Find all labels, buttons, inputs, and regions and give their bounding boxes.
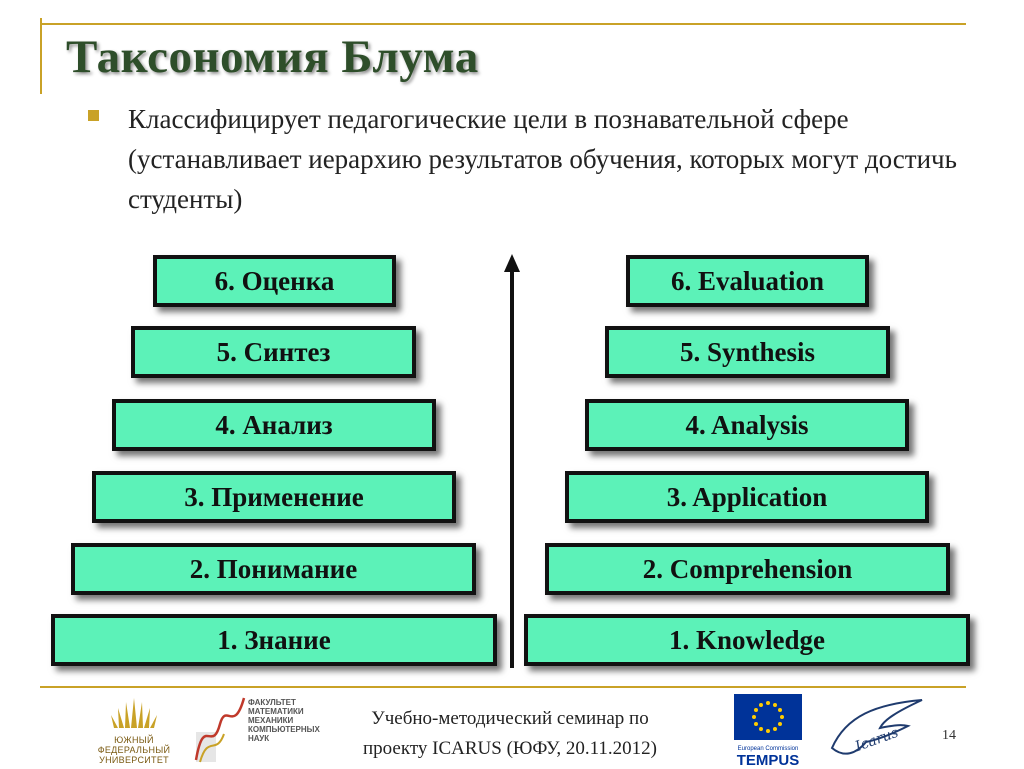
en-level-4 <box>585 399 909 451</box>
page-number: 14 <box>942 728 956 743</box>
ru-level-5-label: 5. Синтез <box>216 336 331 367</box>
en-level-1-label: 1. Knowledge <box>668 624 825 655</box>
footer-seminar-text <box>320 704 700 764</box>
ru-level-6 <box>153 255 396 307</box>
en-level-3-label: 3. Application <box>666 481 828 512</box>
university-name-line3: УНИВЕРСИТЕТ <box>99 755 169 765</box>
footer-seminar-line1: Учебно-методический семинар по <box>371 708 649 729</box>
en-level-1 <box>524 614 970 666</box>
en-level-3 <box>565 471 929 523</box>
hierarchy-arrow-icon <box>508 254 516 668</box>
faculty-curve-icon <box>194 694 248 764</box>
en-level-5 <box>605 326 890 378</box>
ru-level-5 <box>131 326 416 378</box>
ru-level-1-label: 1. Знание <box>217 624 331 655</box>
ru-level-2-label: 2. Понимание <box>189 553 358 584</box>
en-level-6 <box>626 255 869 307</box>
ru-level-6-label: 6. Оценка <box>214 265 335 296</box>
en-level-6-label: 6. Evaluation <box>670 265 825 296</box>
icarus-logo-text: Icarus <box>853 724 901 756</box>
en-level-2 <box>545 543 950 595</box>
eu-flag-icon <box>734 694 802 740</box>
frame-top-line <box>40 23 966 25</box>
ru-level-1 <box>51 614 497 666</box>
ru-level-4 <box>112 399 436 451</box>
ru-level-4-label: 4. Анализ <box>215 409 333 440</box>
eu-label: European Commission <box>737 746 799 752</box>
en-level-5-label: 5. Synthesis <box>679 336 816 367</box>
tempus-logo <box>734 694 802 769</box>
en-level-4-label: 4. Analysis <box>685 409 809 440</box>
tempus-label: TEMPUS <box>736 752 800 769</box>
faculty-name-line1: ФАКУЛЬТЕТ <box>248 698 296 707</box>
slide-title: Таксономия Блума <box>66 31 479 83</box>
faculty-logo <box>194 694 324 764</box>
bullet-square-icon <box>88 110 99 121</box>
ru-level-3-label: 3. Применение <box>184 481 364 512</box>
university-logo <box>84 696 184 764</box>
university-name-line1: ЮЖНЫЙ <box>114 735 154 745</box>
faculty-name-line3: МЕХАНИКИ <box>248 716 294 725</box>
faculty-name-line2: МАТЕМАТИКИ <box>248 707 304 716</box>
footer-divider <box>40 686 966 688</box>
ru-level-3 <box>92 471 456 523</box>
ru-level-2 <box>71 543 476 595</box>
frame-vertical-line <box>40 18 42 94</box>
faculty-name-line4: КОМПЬЮТЕРНЫХ <box>248 725 320 734</box>
university-crown-icon <box>84 696 184 730</box>
bullet-text: Классифицирует педагогические цели в познавательной сфере (устанавливает иерархию результатов обучения, которых могут достичь студенты) <box>128 104 957 214</box>
icarus-wing-icon <box>826 696 926 764</box>
footer-seminar-line2: проекту ICARUS (ЮФУ, 20.11.2012) <box>363 738 657 759</box>
en-level-2-label: 2. Comprehension <box>642 553 853 584</box>
university-name-line2: ФЕДЕРАЛЬНЫЙ <box>97 745 171 755</box>
icarus-logo <box>826 696 926 764</box>
faculty-name-line5: НАУК <box>248 734 270 743</box>
